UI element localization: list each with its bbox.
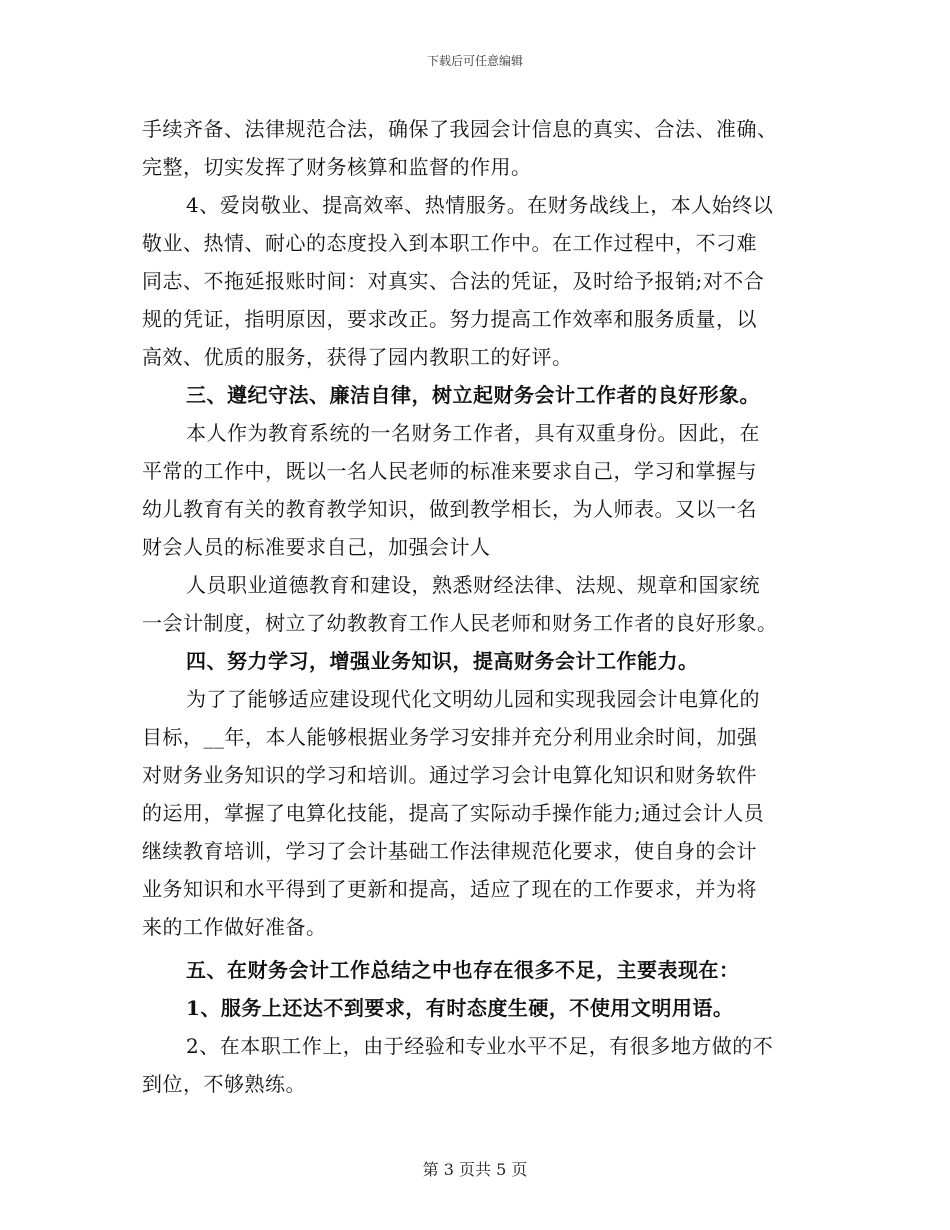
paragraph-line: 为了了能够适应建设现代化文明幼儿园和实现我园会计电算化的 bbox=[186, 687, 760, 711]
paragraph-line: 一会计制度，树立了幼教教育工作人民老师和财务工作者的良好形象。 bbox=[142, 611, 778, 635]
section-heading-line: 四、努力学习，增强业务知识，提高财务会计工作能力。 bbox=[186, 649, 699, 673]
paragraph-line: 对财务业务知识的学习和培训。通过学习会计电算化知识和财务软件 bbox=[142, 763, 757, 787]
paragraph-line: 继续教育培训，学习了会计基础工作法律规范化要求，使自身的会计 bbox=[142, 839, 757, 863]
paragraph-line: 来的工作做好准备。 bbox=[142, 915, 327, 939]
paragraph-line: 人员职业道德教育和建设，熟悉财经法律、法规、规章和国家统 bbox=[186, 573, 760, 597]
paragraph-line: 4、爱岗敬业、提高效率、热情服务。在财务战线上，本人始终以 bbox=[186, 193, 774, 217]
paragraph-line: 同志、不拖延报账时间：对真实、合法的凭证，及时给予报销;对不合 bbox=[142, 269, 765, 293]
paragraph-line: 规的凭证，指明原因，要求改正。努力提高工作效率和服务质量，以 bbox=[142, 307, 757, 331]
paragraph-line: 高效、优质的服务，获得了园内教职工的好评。 bbox=[142, 345, 573, 369]
paragraph-line: 敬业、热情、耐心的态度投入到本职工作中。在工作过程中，不刁难 bbox=[142, 231, 757, 255]
paragraph-line: 本人作为教育系统的一名财务工作者，具有双重身份。因此，在 bbox=[186, 421, 760, 445]
paragraph-line: 目标，__年，本人能够根据业务学习安排并充分利用业余时间，加强 bbox=[142, 725, 758, 749]
page-header: 下载后可任意编辑 bbox=[426, 54, 523, 68]
paragraph-line: 2、在本职工作上，由于经验和专业水平不足，有很多地方做的不 bbox=[186, 1034, 774, 1058]
paragraph-line: 的运用，掌握了电算化技能，提高了实际动手操作能力;通过会计人员 bbox=[142, 801, 765, 825]
paragraph-line: 平常的工作中，既以一名人民老师的标准来要求自己，学习和掌握与 bbox=[142, 459, 757, 483]
document-body bbox=[142, 110, 810, 1103]
paragraph-line: 业务知识和水平得到了更新和提高，适应了现在的工作要求，并为将 bbox=[142, 877, 757, 901]
paragraph-line: 财会人员的标准要求自己，加强会计人 bbox=[142, 535, 491, 559]
section-heading-line: 1、服务上还达不到要求，有时态度生硬，不使用文明用语。 bbox=[186, 996, 734, 1020]
section-heading-line: 三、遵纪守法、廉洁自律，树立起财务会计工作者的良好形象。 bbox=[186, 383, 760, 407]
section-heading-line: 五、在财务会计工作总结之中也存在很多不足，主要表现在： bbox=[186, 958, 740, 982]
paragraph-line: 完整，切实发挥了财务核算和监督的作用。 bbox=[142, 155, 532, 179]
paragraph-line: 手续齐备、法律规范合法，确保了我园会计信息的真实、合法、准确、 bbox=[142, 117, 778, 141]
paragraph-line: 幼儿教育有关的教育教学知识，做到教学相长，为人师表。又以一名 bbox=[142, 497, 757, 521]
page-footer: 第 3 页共 5 页 bbox=[422, 1160, 528, 1179]
paragraph-line: 到位，不够熟练。 bbox=[142, 1072, 306, 1096]
